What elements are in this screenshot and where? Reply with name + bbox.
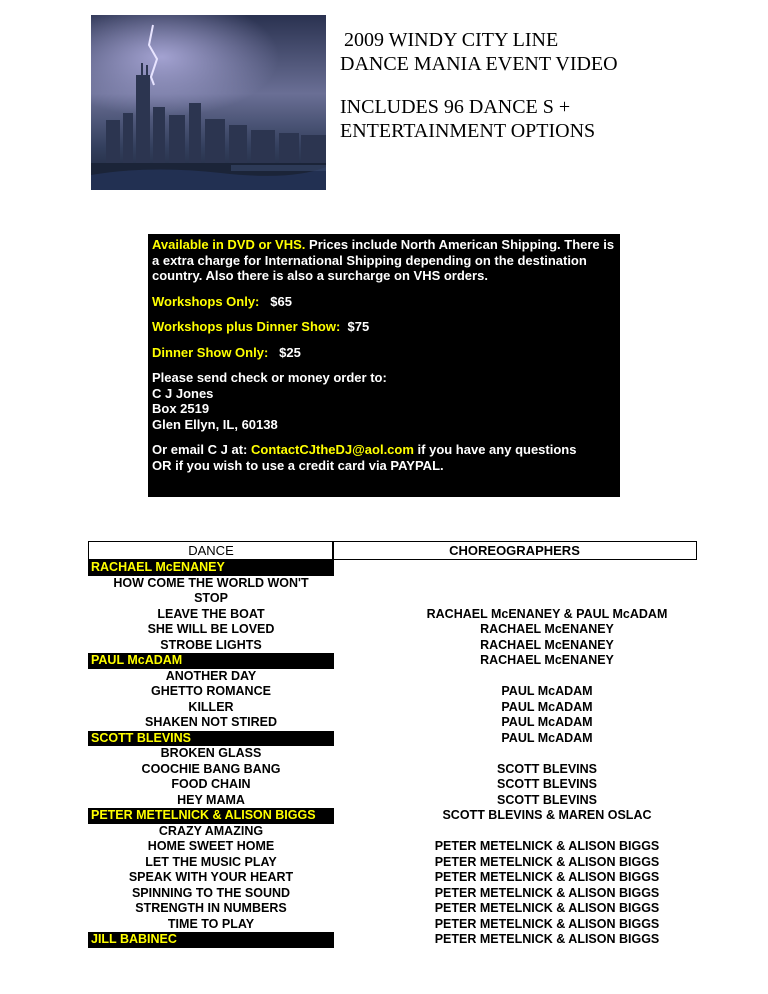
- email-prefix: Or email C J at:: [152, 442, 251, 457]
- dance-item: SPEAK WITH YOUR HEART: [128, 870, 294, 884]
- dance-item: CRAZY AMAZING: [158, 823, 264, 838]
- dance-item: STOP: [194, 591, 228, 605]
- choreographer-item: RACHAEL McENANEY & PAUL McADAM: [426, 606, 668, 621]
- available-label: Available in DVD or VHS.: [152, 237, 306, 252]
- choreographer-item: PAUL McADAM: [501, 730, 593, 745]
- header-choreographers: CHOREOGRAPHERS: [332, 541, 697, 560]
- dance-item: LET THE MUSIC PLAY: [145, 854, 277, 869]
- choreographer-item: PAUL McADAM: [501, 715, 593, 729]
- dinner-price: $25: [279, 344, 301, 360]
- email-line: [152, 442, 620, 458]
- group-header: RACHAEL McENANEY: [88, 560, 334, 576]
- dinner-price-line: [152, 345, 620, 361]
- dance-item: BROKEN GLASS: [160, 746, 262, 760]
- address-line-1: C J Jones: [152, 385, 214, 401]
- choreographer-item: SCOTT BLEVINS: [496, 777, 597, 791]
- event-title: [340, 28, 760, 143]
- choreographer-item: RACHAEL McENANEY: [480, 622, 614, 636]
- choreographer-item: RACHAEL McENANEY: [480, 637, 614, 652]
- dance-item: HOW COME THE WORLD WON'T: [113, 575, 309, 590]
- workshops-dinner-price: $75: [347, 319, 370, 334]
- title-line-3: INCLUDES 96 DANCE S +: [340, 96, 571, 118]
- header-dance: DANCE: [88, 541, 334, 560]
- group-header: PETER METELNICK & ALISON BIGGS: [88, 808, 334, 824]
- dance-item: HOME SWEET HOME: [147, 839, 275, 853]
- choreographer-item: RACHAEL McENANEY: [480, 653, 614, 667]
- dance-item: KILLER: [188, 699, 234, 714]
- dance-item: ANOTHER DAY: [165, 668, 257, 683]
- workshops-price-line: [152, 294, 620, 310]
- group-header: PAUL McADAM: [88, 653, 334, 669]
- dance-column: [88, 560, 334, 948]
- dance-item: SHE WILL BE LOVED: [147, 622, 275, 636]
- chicago-skyline-image: [91, 15, 326, 190]
- skyline-illustration: [91, 15, 326, 190]
- availability-text: [152, 237, 620, 284]
- choreographer-item: SCOTT BLEVINS: [496, 792, 597, 807]
- dance-item: SPINNING TO THE SOUND: [131, 885, 291, 900]
- dance-item: TIME TO PLAY: [167, 916, 255, 931]
- choreographer-item: PETER METELNICK & ALISON BIGGS: [434, 901, 660, 915]
- choreographer-item: SCOTT BLEVINS & MAREN OSLAC: [442, 808, 652, 822]
- group-header: SCOTT BLEVINS: [88, 731, 334, 747]
- group-header: JILL BABINEC: [88, 932, 334, 948]
- choreographer-item: PAUL McADAM: [501, 699, 593, 714]
- title-line-4: ENTERTAINMENT OPTIONS: [340, 120, 596, 142]
- address-line-3: Glen Ellyn, IL, 60138: [152, 416, 278, 432]
- choreographer-item: PETER METELNICK & ALISON BIGGS: [434, 870, 660, 884]
- email-suffix: if you have any questions: [413, 442, 577, 457]
- ordering-info-box: [148, 234, 620, 497]
- dance-item: STRENGTH IN NUMBERS: [135, 901, 287, 915]
- choreographer-item: PETER METELNICK & ALISON BIGGS: [434, 839, 660, 853]
- choreographer-item: PETER METELNICK & ALISON BIGGS: [434, 885, 660, 900]
- paypal-note: OR if you wish to use a credit card via PAYPAL.: [152, 457, 444, 473]
- workshops-dinner-price-line: [152, 319, 620, 335]
- dance-item: COOCHIE BANG BANG: [141, 761, 281, 776]
- prices-note: Prices include North American Shipping. There is a extra charge for International Shipping depending on the destination country. Also there is also a surcharge on VHS orders.: [152, 237, 615, 283]
- dance-item: FOOD CHAIN: [171, 777, 251, 791]
- choreographer-item: SCOTT BLEVINS: [496, 761, 597, 776]
- choreographer-item: PETER METELNICK & ALISON BIGGS: [434, 916, 660, 931]
- dance-item: SHAKEN NOT STIRED: [145, 715, 277, 729]
- choreographer-item: PETER METELNICK & ALISON BIGGS: [434, 854, 660, 869]
- mailing-instructions: Please send check or money order to:: [152, 370, 387, 385]
- dance-item: HEY MAMA: [177, 792, 245, 807]
- choreographer-item: PETER METELNICK & ALISON BIGGS: [434, 932, 660, 946]
- choreographer-item: PAUL McADAM: [501, 684, 593, 698]
- workshops-dinner-label: Workshops plus Dinner Show:: [152, 319, 341, 334]
- choreographer-column: [397, 560, 697, 948]
- dance-item: STROBE LIGHTS: [160, 637, 262, 652]
- workshops-price: $65: [270, 293, 292, 309]
- dance-item: LEAVE THE BOAT: [157, 606, 265, 621]
- title-line-1: 2009 WINDY CITY LINE: [344, 29, 559, 51]
- address-line-2: Box 2519: [152, 401, 210, 416]
- title-line-2: DANCE MANIA EVENT VIDEO: [340, 53, 618, 75]
- email-link[interactable]: ContactCJtheDJ@aol.com: [250, 442, 414, 457]
- dance-item: GHETTO ROMANCE: [151, 684, 271, 698]
- dinner-label: Dinner Show Only:: [152, 344, 269, 360]
- workshops-label: Workshops Only:: [152, 293, 260, 309]
